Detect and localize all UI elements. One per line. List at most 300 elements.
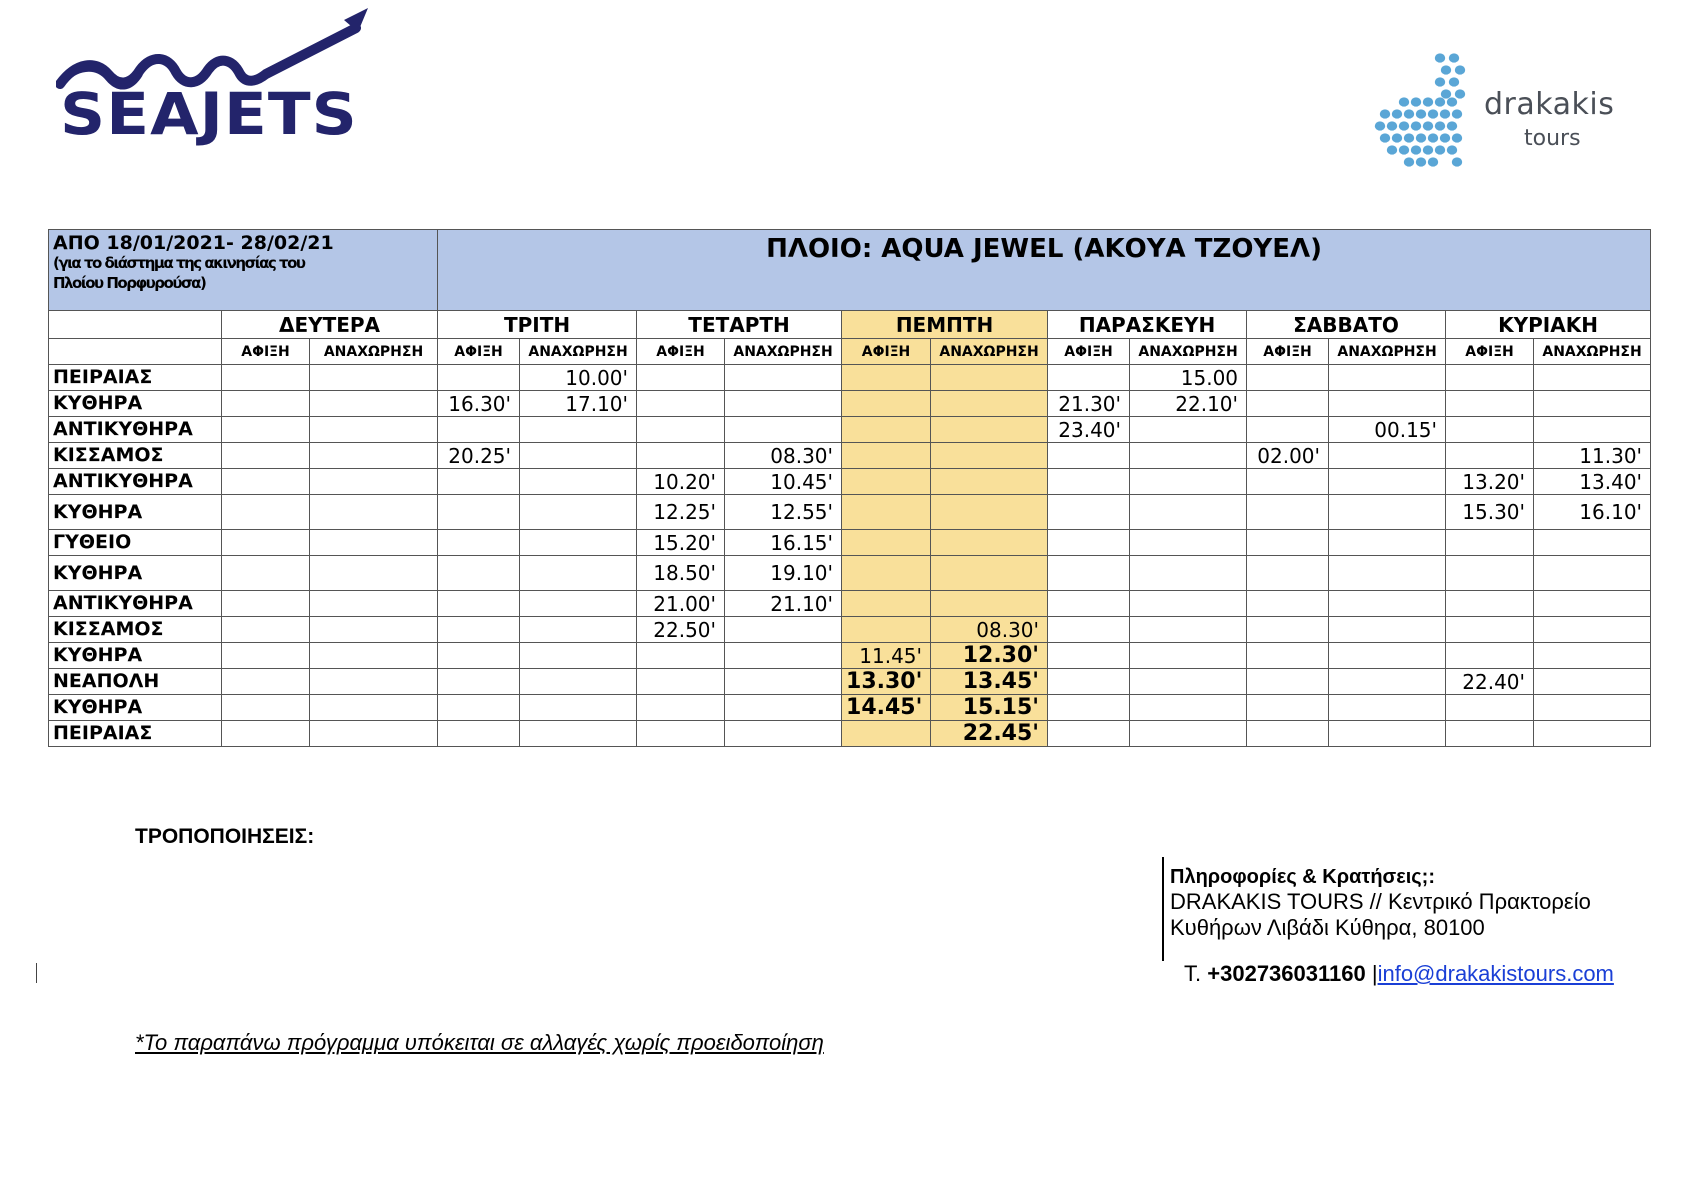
departure-time [931,591,1048,617]
departure-time [1130,530,1247,556]
departure-time [931,530,1048,556]
logo-dot [1435,53,1445,62]
departure-time: 15.15' [931,695,1048,721]
arrival-time [1048,530,1130,556]
arrival-time [222,417,310,443]
departure-time [931,391,1048,417]
day-header-row [49,311,1651,339]
arrival-time [842,365,931,391]
period-cell [49,230,438,311]
departure-time [310,721,438,747]
departure-time [520,669,637,695]
port-name: ΠΕΙΡΑΙΑΣ [49,721,222,747]
departure-time [520,417,637,443]
departure-time [931,365,1048,391]
logo-dot [1404,109,1414,118]
arrival-time [1247,556,1329,591]
departure-time [310,643,438,669]
departure-time [520,695,637,721]
departure-time: 10.45' [725,469,842,495]
arrival-time [1446,617,1534,643]
departure-time [1329,391,1446,417]
arrival-time [842,391,931,417]
logo-dot [1404,133,1414,142]
logo-dot [1411,97,1421,106]
departure-time [1534,417,1651,443]
departure-time [931,495,1048,530]
logo-dot [1455,65,1465,74]
arrival-time [1048,669,1130,695]
departure-time: 12.30' [931,643,1048,669]
departure-time [1534,721,1651,747]
departure-time [520,721,637,747]
departure-header: ΑΝΑΧΩΡΗΣΗ [1534,339,1651,365]
departure-time [520,469,637,495]
departure-time [725,643,842,669]
departure-time: 21.10' [725,591,842,617]
logo-dot [1387,145,1397,154]
departure-time [310,617,438,643]
departure-time [1329,530,1446,556]
logo-dot [1435,97,1445,106]
departure-time [1329,365,1446,391]
arrival-time [438,556,520,591]
departure-time [310,556,438,591]
departure-time [1329,495,1446,530]
port-name: ΚΥΘΗΡΑ [49,495,222,530]
drakakis-wordmark-sub: tours [1524,126,1581,151]
arrival-time [637,695,725,721]
drakakis-wordmark: drakakis [1484,87,1615,122]
arrival-time: 23.40' [1048,417,1130,443]
logo-dot [1452,109,1462,118]
day-header: ΤΕΤΑΡΤΗ [637,311,842,339]
departure-time [725,669,842,695]
logo-dot [1423,121,1433,130]
port-name: ΑΝΤΙΚΥΘΗΡΑ [49,591,222,617]
table-row [49,617,1651,643]
departure-time: 10.00' [520,365,637,391]
arrival-time [1247,643,1329,669]
departure-time [310,417,438,443]
arrival-time: 11.45' [842,643,931,669]
departure-time [725,365,842,391]
departure-time [1130,669,1247,695]
arrival-time [438,591,520,617]
departure-time [1329,643,1446,669]
period-note-1: (για το διάστημα της ακινησίας του [53,254,305,272]
day-header: ΠΕΜΠΤΗ [842,311,1048,339]
departure-time [725,391,842,417]
departure-time [1130,695,1247,721]
logo-dot [1428,109,1438,118]
arrival-time: 13.20' [1446,469,1534,495]
logo-dot [1416,109,1426,118]
logo-dot [1441,89,1451,98]
table-row [49,530,1651,556]
logo-dot [1423,145,1433,154]
arrival-header: ΑΦΙΞΗ [1247,339,1329,365]
table-row [49,417,1651,443]
day-header: ΔΕΥΤΕΡΑ [222,311,438,339]
arrival-time [1446,556,1534,591]
departure-header: ΑΝΑΧΩΡΗΣΗ [725,339,842,365]
logo-dot [1411,121,1421,130]
departure-time [725,695,842,721]
departure-time [310,365,438,391]
arrival-time [1247,721,1329,747]
departure-time: 13.45' [931,669,1048,695]
departure-time: 22.45' [931,721,1048,747]
arrival-header: ΑΦΙΞΗ [842,339,931,365]
table-row [49,669,1651,695]
port-name: ΑΝΤΙΚΥΘΗΡΑ [49,469,222,495]
arrival-time [637,721,725,747]
arrival-time [222,556,310,591]
logo-dot [1375,121,1385,130]
departure-time [310,591,438,617]
departure-time [1534,591,1651,617]
departure-time [310,530,438,556]
arrival-time [438,495,520,530]
arrival-time [222,391,310,417]
departure-header: ΑΝΑΧΩΡΗΣΗ [931,339,1048,365]
arrival-time [222,495,310,530]
departure-time: 00.15' [1329,417,1446,443]
departure-time [1329,695,1446,721]
arrival-time [1048,495,1130,530]
arrival-time [842,591,931,617]
contact-title: Πληροφορίες & Κρατήσεις;: [1170,866,1435,888]
ship-title: ΠΛΟΙΟ: AQUA JEWEL (ΑΚΟΥΑ ΤΖΟΥΕΛ) [438,230,1651,311]
logo-dot [1440,109,1450,118]
departure-time: 11.30' [1534,443,1651,469]
arrival-time [637,365,725,391]
departure-time [725,721,842,747]
arrival-time: 15.30' [1446,495,1534,530]
departure-time: 22.10' [1130,391,1247,417]
table-row [49,695,1651,721]
port-name: ΚΥΘΗΡΑ [49,695,222,721]
departure-time [310,669,438,695]
departure-time: 15.00 [1130,365,1247,391]
arrival-header: ΑΦΙΞΗ [222,339,310,365]
arrival-time [637,443,725,469]
arrival-time [438,530,520,556]
disclaimer: *Το παραπάνω πρόγραμμα υπόκειται σε αλλαγές χωρίς προειδοποίηση [135,1030,824,1055]
arrival-time [438,721,520,747]
arrival-time [1247,591,1329,617]
departure-time [931,417,1048,443]
arrival-time [1446,391,1534,417]
departure-time [1329,617,1446,643]
departure-time [1534,617,1651,643]
port-name: ΓΥΘΕΙΟ [49,530,222,556]
departure-time [520,530,637,556]
logo-dot [1435,121,1445,130]
departure-time [1329,556,1446,591]
arrival-time [222,669,310,695]
contact-line-1: DRAKAKIS TOURS // Κεντρικό Πρακτορείο [1170,889,1591,914]
arrival-time: 14.45' [842,695,931,721]
arrival-time [438,417,520,443]
arrival-time [438,469,520,495]
departure-time [1534,530,1651,556]
table-title-row [49,230,1651,311]
departure-time [310,495,438,530]
departure-time [520,643,637,669]
departure-time [1130,469,1247,495]
arrival-time [842,443,931,469]
arrival-time [222,365,310,391]
arrival-time [1446,591,1534,617]
logo-dot [1447,145,1457,154]
arrival-time [1048,365,1130,391]
arrival-time [1247,530,1329,556]
table-row [49,443,1651,469]
departure-header: ΑΝΑΧΩΡΗΣΗ [520,339,637,365]
arrival-time [222,695,310,721]
departure-time [1130,617,1247,643]
logo-dot [1435,77,1445,86]
arrival-time [222,591,310,617]
departure-time [1130,721,1247,747]
departure-time [1534,391,1651,417]
arrival-time [842,556,931,591]
departure-time [725,617,842,643]
arrival-time: 12.25' [637,495,725,530]
port-name: ΑΝΤΙΚΥΘΗΡΑ [49,417,222,443]
email-link[interactable]: info@drakakistours.com [1377,961,1614,986]
logo-dot [1428,157,1438,166]
arrival-time [637,669,725,695]
arrival-time [1247,617,1329,643]
arrival-time [842,721,931,747]
text-cursor [36,963,37,983]
departure-time [725,417,842,443]
arrival-time [1048,469,1130,495]
departure-time [520,591,637,617]
arrival-time: 21.30' [1048,391,1130,417]
logo-dot [1392,133,1402,142]
departure-time [520,617,637,643]
departure-time: 08.30' [931,617,1048,643]
arrival-time [222,443,310,469]
logo-dot [1416,133,1426,142]
arrival-time [1247,495,1329,530]
departure-time [310,443,438,469]
arrival-time: 10.20' [637,469,725,495]
arrival-time [1048,443,1130,469]
arrival-time [1247,669,1329,695]
departure-time [1534,365,1651,391]
departure-time [310,391,438,417]
arrival-time [842,495,931,530]
day-header: ΠΑΡΑΣΚΕΥΗ [1048,311,1247,339]
arrival-time: 15.20' [637,530,725,556]
port-name: ΚΥΘΗΡΑ [49,391,222,417]
departure-time: 16.15' [725,530,842,556]
departure-time [1534,695,1651,721]
departure-time [1130,643,1247,669]
departure-time [520,443,637,469]
logo-dot [1441,65,1451,74]
arrival-header: ΑΦΙΞΗ [1048,339,1130,365]
logo-dot [1387,121,1397,130]
day-header: ΣΑΒΒΑΤΟ [1247,311,1446,339]
table-row [49,556,1651,591]
departure-time: 17.10' [520,391,637,417]
logo-dot [1449,53,1459,62]
departure-time [1130,591,1247,617]
arrival-time: 18.50' [637,556,725,591]
logo-dot [1380,133,1390,142]
departure-time [1329,721,1446,747]
logo-dot [1380,109,1390,118]
arrival-time [1446,530,1534,556]
arrival-time [1247,469,1329,495]
arrival-time: 21.00' [637,591,725,617]
arrival-time [1048,617,1130,643]
arrival-time [438,617,520,643]
phone-prefix: Τ. [1184,961,1202,986]
departure-time [310,695,438,721]
logo-dot [1455,89,1465,98]
arrival-time [222,721,310,747]
logo-dot [1399,145,1409,154]
arrival-time [222,617,310,643]
departure-time: 08.30' [725,443,842,469]
departure-time [1534,643,1651,669]
arrival-time [1446,443,1534,469]
port-name: ΚΙΣΣΑΜΟΣ [49,443,222,469]
arrival-time [1446,365,1534,391]
arrival-time [222,530,310,556]
departure-time [1329,443,1446,469]
departure-time [1534,556,1651,591]
corner-cell [49,311,222,339]
logo-dot [1449,77,1459,86]
arrival-header: ΑΦΙΞΗ [637,339,725,365]
arrival-time [438,669,520,695]
subheader-row [49,339,1651,365]
period-note-2: Πλοίου Πορφυρούσα) [53,274,206,293]
arrival-time: 22.40' [1446,669,1534,695]
seajets-wordmark: SEAJETS [60,80,358,148]
port-name: ΠΕΙΡΑΙΑΣ [49,365,222,391]
departure-header: ΑΝΑΧΩΡΗΣΗ [1329,339,1446,365]
arrival-time [842,530,931,556]
arrival-time [842,469,931,495]
arrival-time [1247,695,1329,721]
table-row [49,391,1651,417]
period-text: ΑΠΟ 18/01/2021- 28/02/21 [53,232,334,254]
corner-cell [49,339,222,365]
table-row [49,365,1651,391]
drakakis-dots-icon [1372,52,1482,182]
arrival-time [1048,643,1130,669]
departure-time: 19.10' [725,556,842,591]
day-header: ΚΥΡΙΑΚΗ [1446,311,1651,339]
arrival-time [1048,721,1130,747]
arrival-time [637,643,725,669]
arrival-time [1446,643,1534,669]
departure-time: 16.10' [1534,495,1651,530]
arrival-time [438,643,520,669]
port-name: ΚΥΘΗΡΑ [49,643,222,669]
logo-dot [1428,133,1438,142]
phone-line [1184,961,1614,987]
logo-dot [1404,157,1414,166]
departure-time [1130,495,1247,530]
logo-dot [1399,97,1409,106]
arrival-time [842,617,931,643]
drakakis-logo [1372,52,1652,182]
table-row [49,721,1651,747]
departure-time [310,469,438,495]
logo-dot [1447,97,1457,106]
departure-time [1130,417,1247,443]
port-name: ΚΙΣΣΑΜΟΣ [49,617,222,643]
arrival-time [1048,556,1130,591]
phone-number[interactable]: +302736031160 [1207,961,1366,986]
arrival-time [1247,391,1329,417]
arrival-header: ΑΦΙΞΗ [438,339,520,365]
arrival-time [1446,695,1534,721]
departure-time [931,556,1048,591]
table-row [49,495,1651,530]
departure-time [1329,469,1446,495]
logo-dot [1416,157,1426,166]
departure-time [1130,443,1247,469]
day-header: ΤΡΙΤΗ [438,311,637,339]
departure-header: ΑΝΑΧΩΡΗΣΗ [1130,339,1247,365]
port-name: ΝΕΑΠΟΛΗ [49,669,222,695]
arrival-time [1446,417,1534,443]
departure-time: 13.40' [1534,469,1651,495]
departure-time [1329,669,1446,695]
changes-label: ΤΡΟΠΟΠΟΙΗΣΕΙΣ: [135,825,315,848]
schedule-table [48,229,1651,747]
logo-dot [1447,121,1457,130]
departure-time [931,443,1048,469]
table-row [49,591,1651,617]
arrival-time: 22.50' [637,617,725,643]
arrival-time [1048,695,1130,721]
arrival-time [637,391,725,417]
arrival-time [637,417,725,443]
phone-separator: | [1371,961,1378,986]
departure-header: ΑΝΑΧΩΡΗΣΗ [310,339,438,365]
departure-time [1329,591,1446,617]
arrival-time [438,365,520,391]
table-row [49,469,1651,495]
contact-line-2: Κυθήρων Λιβάδι Κύθηρα, 80100 [1170,915,1485,941]
arrival-time [1247,417,1329,443]
logo-dot [1411,145,1421,154]
departure-time [520,556,637,591]
logo-dot [1435,145,1445,154]
logo-dot [1423,97,1433,106]
arrival-time: 13.30' [842,669,931,695]
departure-time [1130,556,1247,591]
logo-dot [1452,157,1462,166]
port-name: ΚΥΘΗΡΑ [49,556,222,591]
arrival-time [1048,591,1130,617]
arrival-time [222,469,310,495]
departure-time: 12.55' [725,495,842,530]
logo-dot [1399,121,1409,130]
